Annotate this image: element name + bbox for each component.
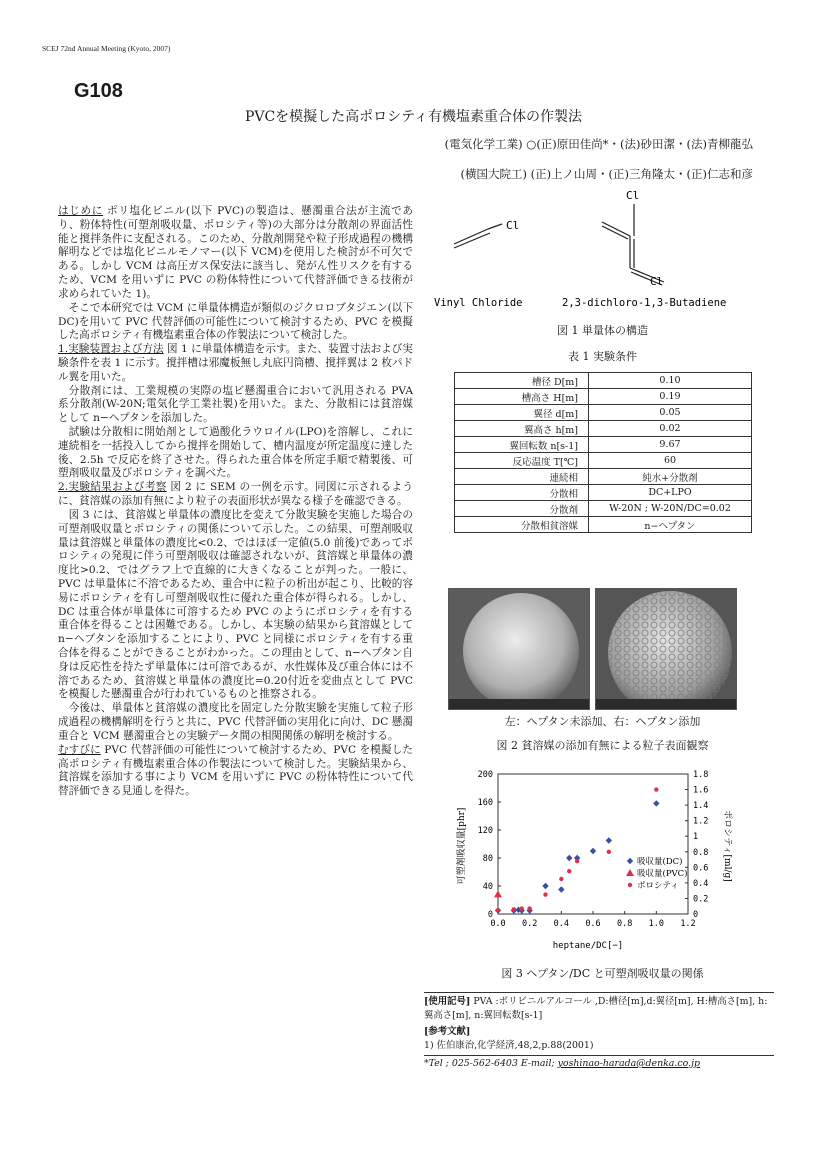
- table-row: [455, 453, 752, 469]
- table-value-cell: 0.02: [589, 421, 752, 437]
- chart-x-tick-label: 1.2: [680, 919, 696, 929]
- chart-point: [520, 906, 524, 910]
- method-text-1: 図 1 に単量体構造を示す。また、装置寸法および実験条件を表 1 に示す。撹拌槽は邪魔板無し丸底円筒槽、撹拌翼は 2 枚パドル翼を用いた。: [58, 343, 413, 383]
- table-row: [455, 485, 752, 501]
- intro-text: ポリ塩化ビニル(以下 PVC)の製造は、懸濁重合法が主流であり、粉体特性(可塑剤吸収量、ポロシティ等)の大部分は分散剤の界面活性能と撹拌条件に支配される。このため、分散剤開発や粒子形成過程の機構解明などでは塩化ビニルモノマー(以下 VCM)を使用した検討が不可欠である。しかし VCM は高圧ガス保安法に該当し、発がん性リスクを有するため、VCM を用いずに PVC の粉体特性について代替評価できる技術が求められていた 1)。: [58, 205, 414, 300]
- vc-cl-label: Cl: [506, 219, 520, 232]
- results-text-1: 図 2 に SEM の一例を示す。同図に示されるように、貧溶媒の添加有無により粒子の表面形状が異なる様子を確認できる。: [58, 481, 413, 508]
- dc-cl-bottom-label: Cl: [650, 275, 664, 288]
- table-label-cell: 翼回転数 n[s-1]: [455, 437, 589, 453]
- chart-y2-axis-label: ポロシティ[ml/g]: [722, 810, 732, 882]
- table-value-cell: 60: [589, 453, 752, 469]
- table-label-cell: 連続相: [455, 469, 589, 485]
- body-column: [58, 205, 413, 799]
- purpose-paragraph: そこで本研究では VCM に単量体構造が類似のジクロロブタジエン(以下 DC)を用いて PVC 代替評価の可能性について検討するため、PVC を模擬した高ポロシティ有機塩素重合体の作製法について検討した。: [58, 301, 413, 342]
- method-paragraph-3: 試験は分散相に開始剤として過酸化ラウロイル(LPO)を溶解し、これに連続相を一括投入してから撹拌を開始して、槽内温度が所定温度に達した後、2.5h で反応を終了させた。得られた重合体を所定手順で精製後、可塑剤吸収量及びポロシティを調べた。: [58, 426, 413, 480]
- table-row: [455, 517, 752, 533]
- chart-y2-tick-label: 1.8: [693, 770, 709, 780]
- symbols-label: [使用記号]: [424, 996, 471, 1007]
- authors-line-1: (電気化学工業) ○(正)原田佳尚*・(法)砂田潔・(法)青柳龍弘: [444, 137, 753, 151]
- contact-prefix: *Tel ; 025-562-6403 E-mail;: [424, 1058, 558, 1069]
- chart-x-tick-label: 0.4: [553, 919, 570, 929]
- absorption-porosity-chart: [430, 762, 760, 954]
- presentation-code: G108: [74, 80, 123, 102]
- results-paragraph-1: [58, 481, 413, 509]
- conclusion-heading: むすびに: [58, 743, 101, 756]
- chart-point: [542, 883, 548, 889]
- table-value-cell: DC+LPO: [589, 485, 752, 501]
- chart-point: [496, 908, 500, 912]
- chart-legend-marker: [627, 858, 633, 864]
- table-label-cell: 分散剤: [455, 501, 589, 517]
- chart-y-tick-label: 120: [477, 826, 493, 836]
- chart-y-tick-label: 0: [487, 910, 493, 920]
- fig2-caption: 図 2 貧溶媒の添加有無による粒子表面観察: [496, 739, 709, 752]
- fig3-caption: 図 3 ヘプタン/DC と可塑剤吸収量の関係: [501, 967, 704, 980]
- sem-photo-right: [595, 588, 737, 710]
- contact-line: [424, 1057, 700, 1071]
- table-label-cell: 翼径 d[m]: [455, 405, 589, 421]
- reference-1: 1) 佐伯康治,化学経済,48,2,p.88(2001): [424, 1040, 594, 1051]
- conclusion-paragraph: [58, 744, 413, 799]
- chart-point: [527, 906, 531, 910]
- chart-x-tick-label: 0.6: [585, 919, 601, 929]
- table-value-cell: 0.19: [589, 389, 752, 405]
- table-label-cell: 翼高さ h[m]: [455, 421, 589, 437]
- chart-legend-marker: [626, 869, 634, 876]
- chart-y2-tick-label: 1: [693, 832, 699, 843]
- chart-point: [654, 787, 658, 791]
- chart-point: [607, 850, 611, 854]
- authors-line-2: (横国大院工) (正)上ノ山周・(正)三角隆太・(正)仁志和彦: [460, 167, 753, 181]
- chart-y-axis-label: 可塑剤吸収量[phr]: [457, 807, 467, 885]
- dichlorobutadiene-name: 2,3-dichloro-1,3-Butadiene: [562, 297, 727, 309]
- chart-legend-entry: 吸収量(DC): [637, 857, 683, 867]
- table-label-cell: 分散相: [455, 485, 589, 501]
- chart-y2-tick-label: 0: [693, 910, 699, 920]
- chart-y2-tick-label: 0.4: [693, 878, 709, 889]
- method-paragraph-1: [58, 343, 413, 384]
- chart-plot-frame: [498, 774, 688, 914]
- chart-point: [575, 859, 579, 863]
- table-row: [455, 501, 752, 517]
- chart-x-tick-label: 0.2: [521, 919, 538, 929]
- sem-photo-left: [448, 588, 590, 710]
- symbols-text: PVA :ポリビニルアルコール ,D:槽径[m],d:翼径[m], H:槽高さ[m], h:翼高さ[m], n:翼回転数[s-1]: [424, 996, 768, 1021]
- fig1-caption: 図 1 単量体の構造: [557, 324, 648, 337]
- footer-divider: [424, 992, 774, 993]
- chart-point: [566, 855, 572, 861]
- chart-y-tick-label: 40: [482, 882, 493, 892]
- conference-note: SCEJ 72nd Annual Meeting (Kyoto, 2007): [42, 44, 171, 53]
- table-value-cell: 0.05: [589, 405, 752, 421]
- table-label-cell: 反応温度 T[℃]: [455, 453, 589, 469]
- table-row: [455, 373, 752, 389]
- chart-y2-tick-label: 0.2: [693, 894, 709, 905]
- chart-x-tick-label: 0.8: [616, 919, 633, 929]
- email-link[interactable]: yoshinao-harada@denka.co.jp: [557, 1058, 700, 1069]
- intro-heading: はじめに: [58, 205, 104, 217]
- chart-legend-marker: [628, 883, 632, 887]
- references-label: [参考文献]: [424, 1026, 471, 1037]
- chart-y2-tick-label: 1.2: [693, 816, 709, 827]
- results-heading: 2.実験結果および考察: [58, 481, 167, 494]
- chart-y2-tick-label: 1.6: [693, 785, 709, 796]
- chart-x-tick-label: 0.0: [490, 919, 506, 929]
- chart-point: [494, 890, 502, 897]
- table-row: [455, 421, 752, 437]
- chart-x-tick-label: 1.0: [648, 919, 665, 929]
- table-value-cell: 0.10: [589, 373, 752, 389]
- table-row: [455, 469, 752, 485]
- chart-legend-entry: 吸収量(PVC): [637, 869, 688, 879]
- chart-point: [606, 837, 612, 843]
- table-row: [455, 389, 752, 405]
- chart-y2-tick-label: 0.8: [693, 847, 709, 858]
- chart-legend-entry: ポロシティ: [637, 881, 679, 891]
- paper-title: PVCを模擬した高ポロシティ有機塩素重合体の作製法: [244, 109, 583, 125]
- chart-y-tick-label: 160: [477, 798, 493, 808]
- table-label-cell: 分散相貧溶媒: [455, 517, 589, 533]
- table-row: [455, 405, 752, 421]
- vinyl-chloride-structure: [454, 224, 502, 248]
- table-label-cell: 槽高さ H[m]: [455, 389, 589, 405]
- results-paragraph-2: 図 3 には、貧溶媒と単量体の濃度比を変えて分散実験を実施した場合の可塑剤吸収量とポロシティの関係について示した。この結果、可塑剤吸収量は貧溶媒と単量体の濃度比<0.2、ではほぼ一定値(5.0 前後)であってポロシティの発現に伴う可塑剤吸収は確認されないが、貧溶媒と単量体の濃度比>0.2、ではグラフ上で直線的に大きくなることが判った。一般に、PVC は単量体に不溶であるため、重合中に粒子の析出が起こり、比較的容易にポロシティを有し可塑剤吸収性に優れた重合体が得られる。しかし、DC は重合体が単量体に可溶するため PVC のようにポロシティを有する重合体を得ることは困難である。しかし、本実験の結果から貧溶媒として n−ヘプタンを添加することにより、PVC と同様にポロシティを有する重合体を得ることができることがわかった。この理由として、n−ヘプタン自身は反応性を持たず単量体には可溶であるが、水性媒体及び重合体には不溶であるため、貧溶媒と単量体の濃度比=0.20付近を変曲点として PVC を模擬した懸濁重合が行われているものと推察される。: [58, 508, 413, 701]
- chart-y2-tick-label: 1.4: [693, 801, 709, 812]
- conclusion-text: PVC 代替評価の可能性について検討するため、PVC を模擬した高ポロシティ有機塩素重合体の作製法について検討した。実験結果から、貧溶媒を添加する事により VCM を用いずに PVC の粉体特性について代替評価できる見通しを得た。: [58, 743, 414, 798]
- dichlorobutadiene-structure: [602, 204, 664, 285]
- chart-y2-tick-label: 0.6: [693, 863, 709, 874]
- symbols-note: [424, 995, 774, 1023]
- table-value-cell: 純水+分散剤: [589, 469, 752, 485]
- table1-caption: 表 1 実験条件: [568, 350, 637, 363]
- table-value-cell: n−ヘプタン: [589, 517, 752, 533]
- chart-point: [653, 800, 659, 806]
- chart-point: [558, 886, 564, 892]
- monomer-structures-figure: [430, 184, 775, 314]
- table-value-cell: 9.67: [589, 437, 752, 453]
- intro-paragraph: [58, 205, 413, 302]
- chart-point: [567, 869, 571, 873]
- table-row: [455, 437, 752, 453]
- conditions-table: [454, 372, 752, 533]
- chart-point: [559, 877, 563, 881]
- contact-divider: [424, 1055, 774, 1056]
- chart-x-axis-label: heptane/DC[−]: [552, 941, 624, 951]
- table-value-cell: W-20N ; W-20N/DC=0.02: [589, 501, 752, 517]
- chart-point: [512, 907, 516, 911]
- chart-y-tick-label: 80: [482, 854, 493, 864]
- conditions-table-wrapper: [430, 372, 752, 533]
- chart-y-tick-label: 200: [477, 770, 493, 780]
- dc-cl-top-label: Cl: [626, 189, 640, 202]
- results-paragraph-3: 今後は、単量体と貧溶媒の濃度比を固定した分散実験を実施して粒子形成過程の機構解明を行うと共に、PVC 代替評価の実用化に向け、DC 懸濁重合と VCM 懸濁重合との実験データ間の相関関係の解明を検討する。: [58, 702, 413, 742]
- chart-point: [543, 892, 547, 896]
- method-heading: 1.実験装置および方法: [58, 343, 164, 356]
- method-paragraph-2: 分散剤には、工業規模の実際の塩ビ懸濁重合において汎用される PVA 系分散剤(W-20N;電気化学工業社製)を用いた。また、分散相には貧溶媒として n−ヘプタンを添加した。: [58, 384, 413, 425]
- fig2-sub-caption: 左：ヘプタン未添加、右：ヘプタン添加: [504, 715, 701, 728]
- chart-point: [590, 848, 596, 854]
- vinyl-chloride-name: Vinyl Chloride: [434, 297, 523, 309]
- table-label-cell: 槽径 D[m]: [455, 373, 589, 389]
